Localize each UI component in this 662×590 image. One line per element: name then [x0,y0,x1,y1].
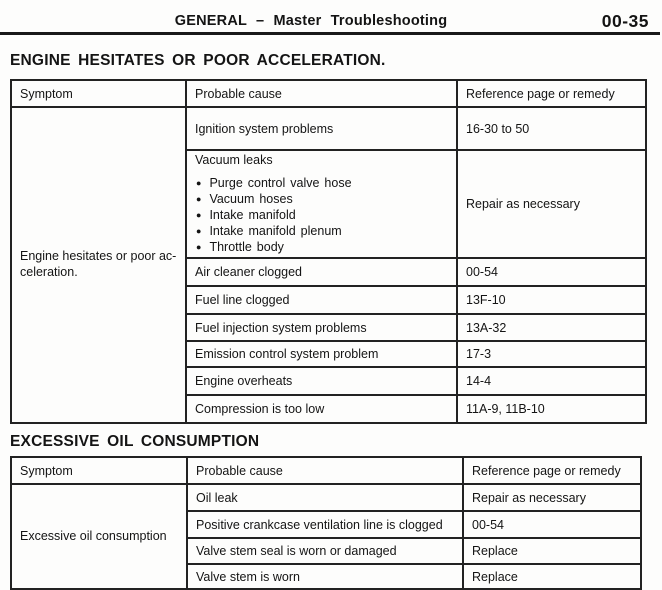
section-heading-engine-hesitates: ENGINE HESITATES OR POOR ACCELERATION. [10,52,386,69]
column-header-probable-cause: Probable cause [186,80,457,107]
remedy-cell: 14-4 [457,367,646,395]
page-header-title: GENERAL – Master Troubleshooting [174,13,448,29]
troubleshooting-table-oil [10,456,642,590]
bullet-item-label: Intake manifold [209,208,296,222]
vacuum-leak-bullet-list [196,175,450,255]
remedy-cell: 00-54 [463,511,641,538]
remedy-cell: Replace [463,538,641,564]
cause-cell: Fuel line clogged [186,286,457,314]
column-header-reference: Reference page or remedy [457,80,646,107]
remedy-cell: Repair as necessary [463,484,641,511]
cause-cell: Compression is too low [186,395,457,423]
cause-title: Vacuum leaks [195,153,273,167]
remedy-cell: Repair as necessary [457,150,646,258]
remedy-cell: 13F-10 [457,286,646,314]
list-item [196,207,450,223]
bullet-icon: ● [196,194,202,204]
bullet-item-label: Throttle body [209,240,284,254]
bullet-item-label: Intake manifold plenum [209,224,342,238]
cause-cell: Positive crankcase ventilation line is clogged [187,511,463,538]
bullet-icon: ● [196,242,202,252]
symptom-cell: Excessive oil consumption [11,484,187,589]
bullet-icon: ● [196,178,202,188]
cause-cell [186,150,457,258]
header-rule [0,32,660,35]
cause-cell: Air cleaner clogged [186,258,457,286]
column-header-reference: Reference page or remedy [463,457,641,484]
remedy-cell: 11A-9, 11B-10 [457,395,646,423]
symptom-cell: Engine hesitates or poor ac-celeration. [11,107,186,423]
remedy-cell: Replace [463,564,641,589]
remedy-cell: 13A-32 [457,314,646,341]
list-item [196,175,450,191]
cause-cell: Oil leak [187,484,463,511]
column-header-probable-cause: Probable cause [187,457,463,484]
column-header-symptom: Symptom [11,80,186,107]
cause-cell: Valve stem is worn [187,564,463,589]
cause-cell: Engine overheats [186,367,457,395]
table-header-row [11,80,646,107]
section-heading-excessive-oil: EXCESSIVE OIL CONSUMPTION [10,433,260,450]
bullet-item-label: Vacuum hoses [209,192,293,206]
bullet-icon: ● [196,210,202,220]
table-row [11,107,646,150]
bullet-item-label: Purge control valve hose [209,176,352,190]
list-item [196,191,450,207]
cause-cell: Ignition system problems [186,107,457,150]
list-item [196,223,450,239]
page-header [0,0,662,32]
bullet-icon: ● [196,226,202,236]
column-header-symptom: Symptom [11,457,187,484]
remedy-cell: 17-3 [457,341,646,367]
page-number: 00-35 [601,11,649,31]
cause-cell: Emission control system problem [186,341,457,367]
cause-cell: Valve stem seal is worn or damaged [187,538,463,564]
list-item [196,239,450,255]
cause-cell: Fuel injection system problems [186,314,457,341]
troubleshooting-table-engine [10,79,647,424]
table-header-row [11,457,641,484]
remedy-cell: 16-30 to 50 [457,107,646,150]
remedy-cell: 00-54 [457,258,646,286]
table-row [11,484,641,511]
